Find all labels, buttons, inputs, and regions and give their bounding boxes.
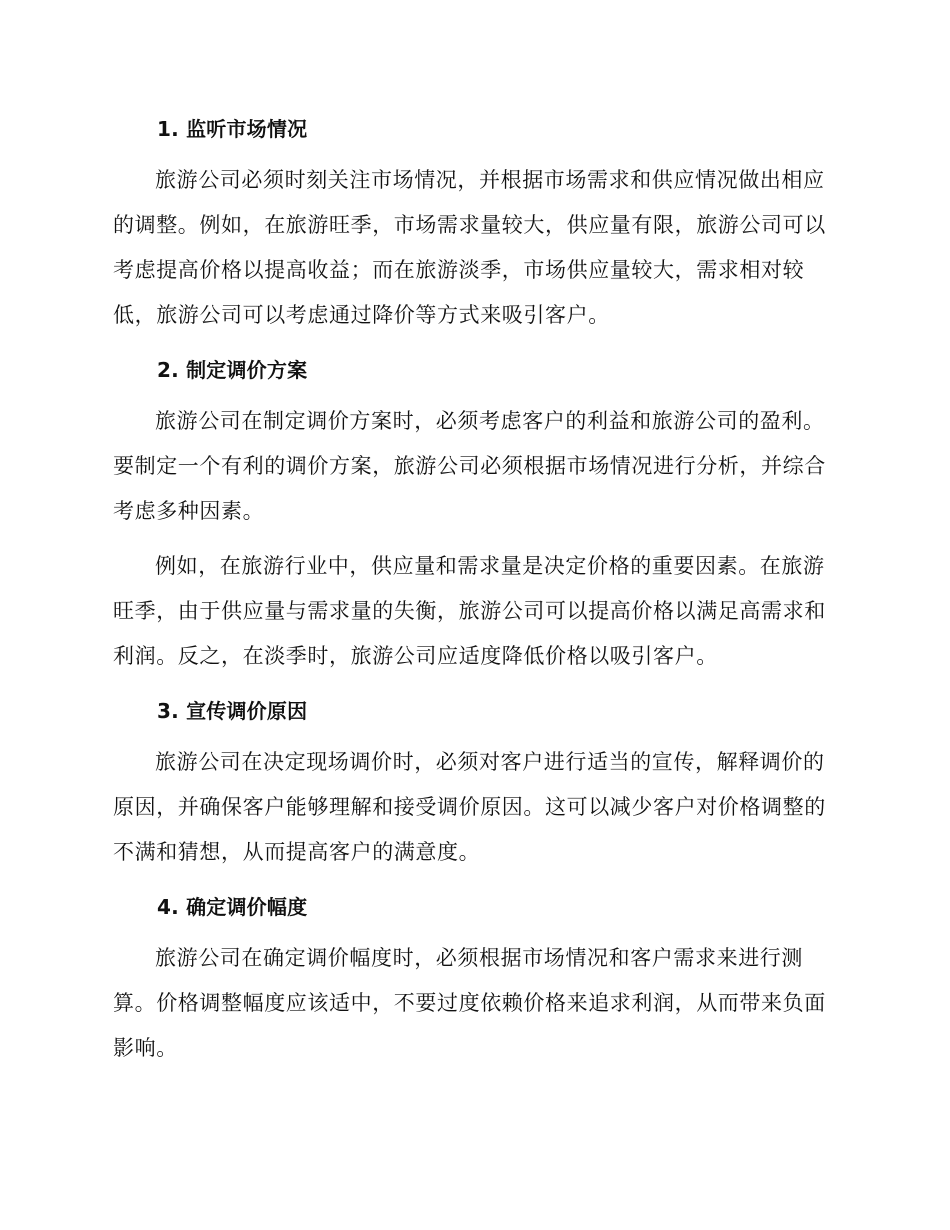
document-body [113, 107, 837, 1071]
section-2 [113, 348, 837, 689]
section-heading: 1. 监听市场情况 [157, 117, 308, 141]
paragraph: 旅游公司在确定调价幅度时，必须根据市场情况和客户需求来进行测算。价格调整幅度应该适中，不要过度依赖价格来追求利润，从而带来负面影响。 [113, 946, 826, 1060]
paragraph: 旅游公司在决定现场调价时，必须对客户进行适当的宣传，解释调价的原因，并确保客户能够理解和接受调价原因。这可以减少客户对价格调整的不满和猜想，从而提高客户的满意度。 [113, 750, 826, 864]
section-3 [113, 689, 837, 885]
paragraph: 旅游公司在制定调价方案时，必须考虑客户的利益和旅游公司的盈利。要制定一个有利的调价方案，旅游公司必须根据市场情况进行分析，并综合考虑多种因素。 [113, 409, 826, 523]
paragraph: 旅游公司必须时刻关注市场情况，并根据市场需求和供应情况做出相应的调整。例如，在旅游旺季，市场需求量较大，供应量有限，旅游公司可以考虑提高价格以提高收益；而在旅游淡季，市场供应量较大，需求相对较低，旅游公司可以考虑通过降价等方式来吸引客户。 [113, 168, 826, 327]
section-heading: 4. 确定调价幅度 [157, 895, 308, 919]
paragraph: 例如，在旅游行业中，供应量和需求量是决定价格的重要因素。在旅游旺季，由于供应量与需求量的失衡，旅游公司可以提高价格以满足高需求和利润。反之，在淡季时，旅游公司应适度降低价格以吸引客户。 [113, 554, 826, 668]
section-1 [113, 107, 837, 348]
section-heading: 3. 宣传调价原因 [157, 699, 308, 723]
section-4 [113, 885, 837, 1071]
section-heading: 2. 制定调价方案 [157, 358, 308, 382]
